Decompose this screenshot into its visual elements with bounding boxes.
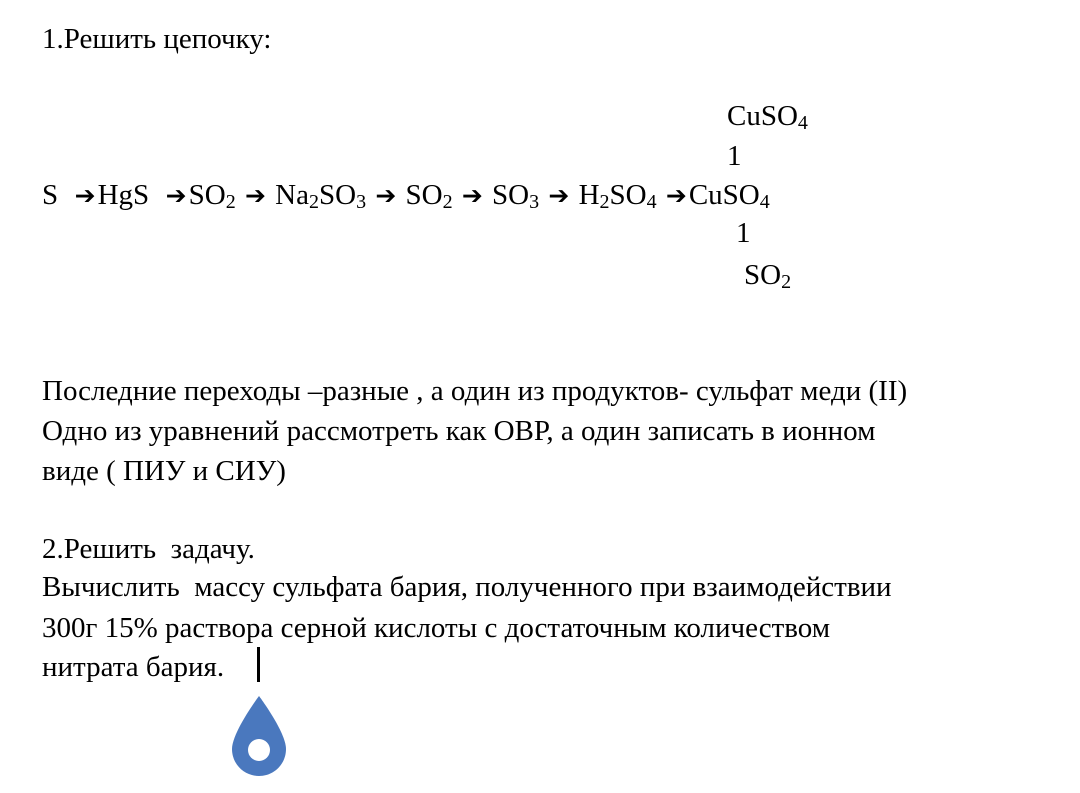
right-arrow-icon: ➔ <box>665 181 687 210</box>
branch-bottom-formula: $SO_2$ <box>744 259 792 293</box>
task2-body-line-1: Вычислить массу сульфата бария, полученного при взаимодействии <box>42 571 892 603</box>
chain-item-na2so3: $Na_2SO_3$ <box>275 179 367 213</box>
branch-top-connector: 1 <box>727 140 742 172</box>
task2-body-line-2: 300г 15% раствора серной кислоты с достаточным количеством <box>42 612 831 644</box>
chain-item-cuso4: CuSO$_4$ <box>688 179 770 213</box>
right-arrow-icon: ➔ <box>548 181 570 210</box>
chain-item-so3: $SO_3$ <box>492 179 540 213</box>
task2-body-line-3: нитрата бария. <box>42 651 225 683</box>
note-line-3: виде ( ПИУ и СИУ) <box>42 455 286 487</box>
right-arrow-icon: ➔ <box>74 181 96 210</box>
right-arrow-icon: ➔ <box>461 181 483 210</box>
note-line-1: Последние переходы –разные , а один из продуктов- сульфат меди (II) <box>42 375 908 407</box>
chain-item-h2so4: $H_2SO_4$ <box>578 179 657 213</box>
branch-top-formula: CuSO$_4$ <box>727 100 808 134</box>
branch-bottom-connector: 1 <box>736 217 751 249</box>
chain-item-s: S <box>42 179 59 211</box>
chain-item-so2: $SO_2$ <box>188 179 236 213</box>
chain-item-so2-second: $SO_2$ <box>405 179 453 213</box>
right-arrow-icon: ➔ <box>244 181 266 210</box>
note-line-2: Одно из уравнений рассмотреть как ОВР, а один записать в ионном <box>42 415 876 447</box>
task2-heading: 2.Решить задачу. <box>42 533 255 565</box>
right-arrow-icon: ➔ <box>165 181 187 210</box>
text-cursor <box>257 647 260 682</box>
chain-item-hgs: HgS <box>97 179 150 211</box>
reaction-chain <box>42 178 770 213</box>
right-arrow-icon: ➔ <box>375 181 397 210</box>
text-selection-handle-icon[interactable] <box>230 694 288 778</box>
task1-heading: 1.Решить цепочку: <box>42 23 272 55</box>
